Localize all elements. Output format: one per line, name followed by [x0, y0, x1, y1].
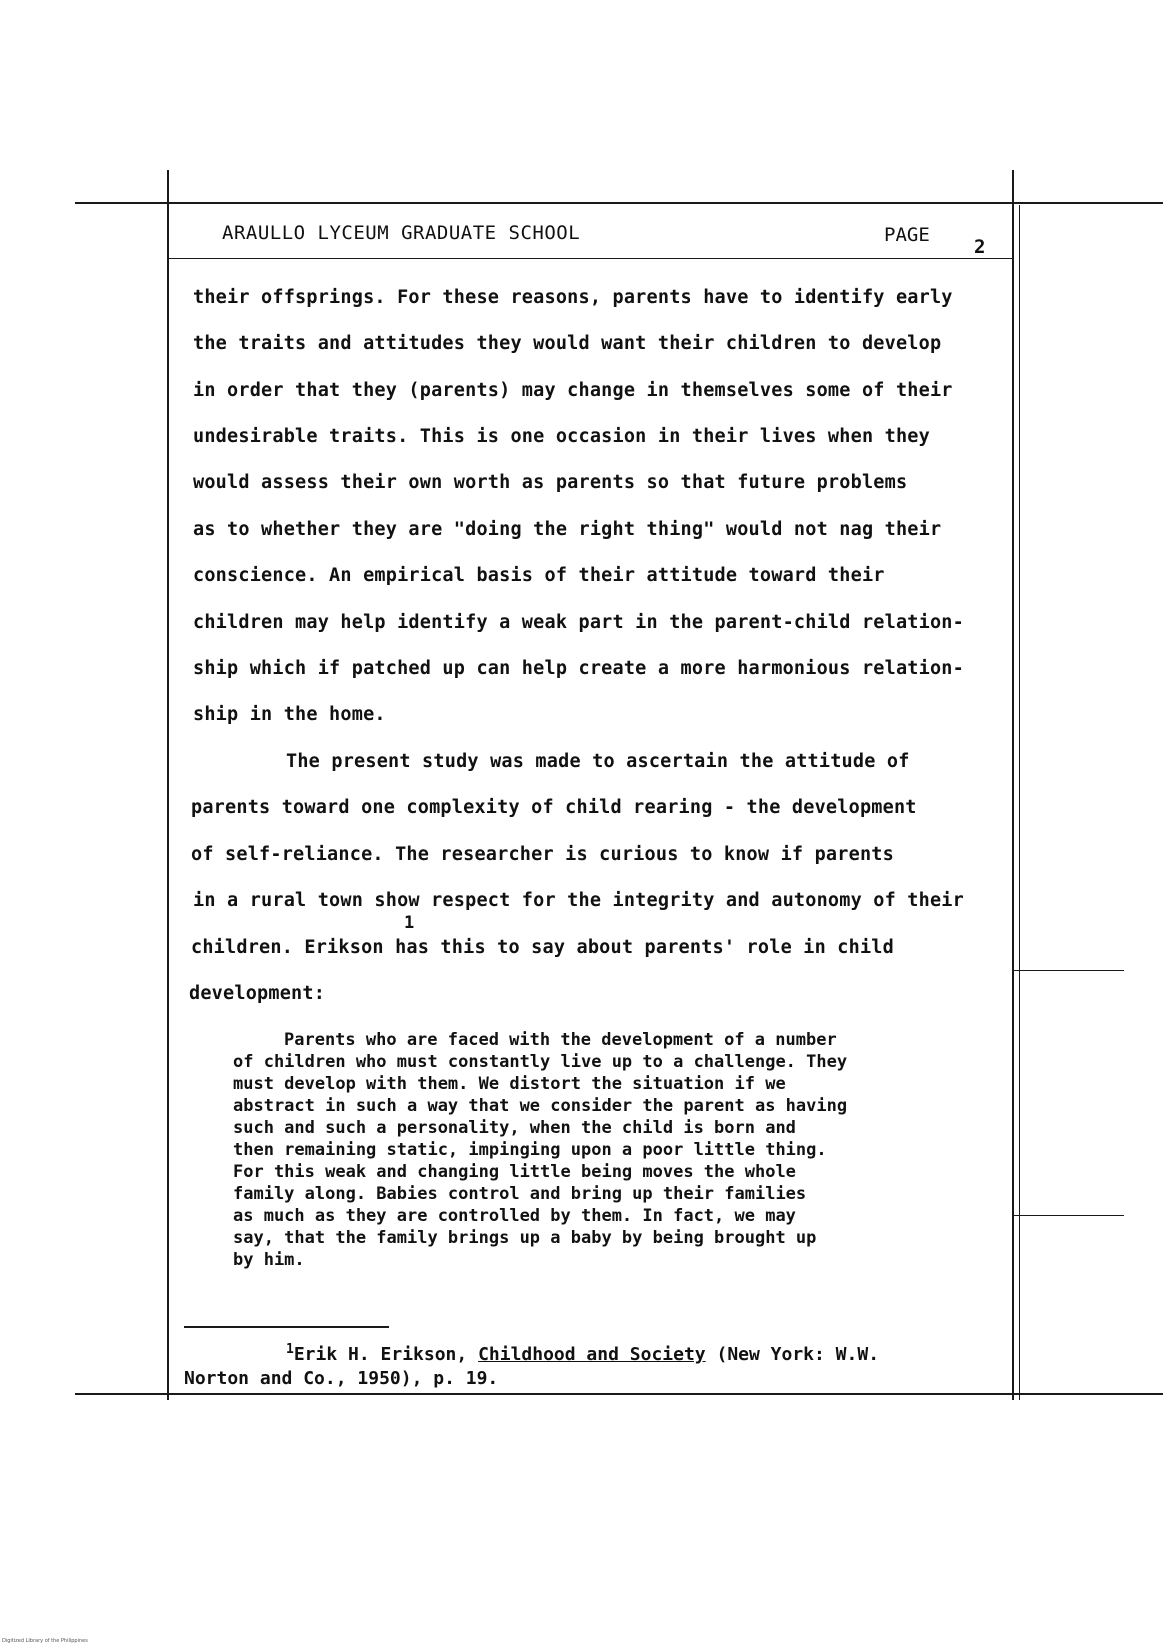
- quote-line: as much as they are controlled by them. In fact, we may: [233, 1206, 796, 1226]
- body-line: children may help identify a weak part in the parent-child relation-: [193, 612, 964, 633]
- quote-line: such and such a personality, when the child is born and: [233, 1118, 796, 1138]
- body-line: their offsprings. For these reasons, parents have to identify early: [193, 287, 953, 308]
- body-line: undesirable traits. This is one occasion in their lives when they: [193, 426, 930, 447]
- page-number: 2: [974, 236, 986, 258]
- scan-note: Digitized Library of the Philippines: [2, 1638, 88, 1644]
- left-vertical-rule: [167, 170, 169, 1400]
- top-horizontal-rule: [75, 202, 1163, 204]
- school-header: ARAULLO LYCEUM GRADUATE SCHOOL: [222, 222, 581, 244]
- footnote-separator: [184, 1326, 389, 1328]
- bottom-horizontal-rule: [75, 1393, 1163, 1395]
- footnote-line-2: Norton and Co., 1950), p. 19.: [184, 1368, 499, 1389]
- right-vertical-rule-inner: [1019, 205, 1020, 1400]
- body-line: parents toward one complexity of child rearing - the development: [191, 797, 917, 818]
- right-margin-tick-1: [1014, 970, 1124, 971]
- quote-line: Parents who are faced with the development of a number: [284, 1030, 837, 1050]
- footnote-author: Erik H. Erikson,: [293, 1344, 479, 1365]
- body-line: in a rural town show respect for the integrity and autonomy of their: [193, 890, 964, 911]
- footnote-reference: 1: [404, 913, 415, 933]
- page-label: PAGE: [884, 224, 930, 246]
- body-line: The present study was made to ascertain the attitude of: [286, 751, 910, 772]
- body-line: in order that they (parents) may change in themselves some of their: [193, 380, 953, 401]
- body-line: of self-reliance. The researcher is curious to know if parents: [191, 844, 894, 865]
- body-line: ship in the home.: [193, 704, 386, 725]
- quote-line: of children who must constantly live up to a challenge. They: [233, 1052, 848, 1072]
- body-line: the traits and attitudes they would want their children to develop: [193, 333, 942, 354]
- body-line: conscience. An empirical basis of their attitude toward their: [193, 565, 885, 586]
- quote-line: family along. Babies control and bring up their families: [233, 1184, 807, 1204]
- quote-line: must develop with them. We distort the situation if we: [233, 1074, 786, 1094]
- quote-line: For this weak and changing little being moves the whole: [233, 1162, 796, 1182]
- footnote-publisher-a: (New York: W.W.: [705, 1344, 880, 1365]
- header-underline-rule: [167, 258, 1014, 259]
- body-line: development:: [189, 983, 326, 1004]
- body-line: children. Erikson has this to say about parents' role in child: [191, 937, 894, 958]
- quote-line: then remaining static, impinging upon a poor little thing.: [233, 1140, 827, 1160]
- body-line: would assess their own worth as parents so that future problems: [193, 472, 908, 493]
- footnote-book-title: Childhood and Society: [478, 1344, 706, 1365]
- quote-line: by him.: [233, 1250, 305, 1270]
- footnote-line-1: [286, 1342, 879, 1365]
- quote-line: say, that the family brings up a baby by being brought up: [233, 1228, 817, 1248]
- body-line: as to whether they are "doing the right thing" would not nag their: [193, 519, 942, 540]
- right-margin-tick-2: [1014, 1215, 1124, 1216]
- body-line: ship which if patched up can help create a more harmonious relation-: [193, 658, 964, 679]
- footnote-marker: 1: [286, 1342, 294, 1357]
- quote-line: abstract in such a way that we consider the parent as having: [233, 1096, 848, 1116]
